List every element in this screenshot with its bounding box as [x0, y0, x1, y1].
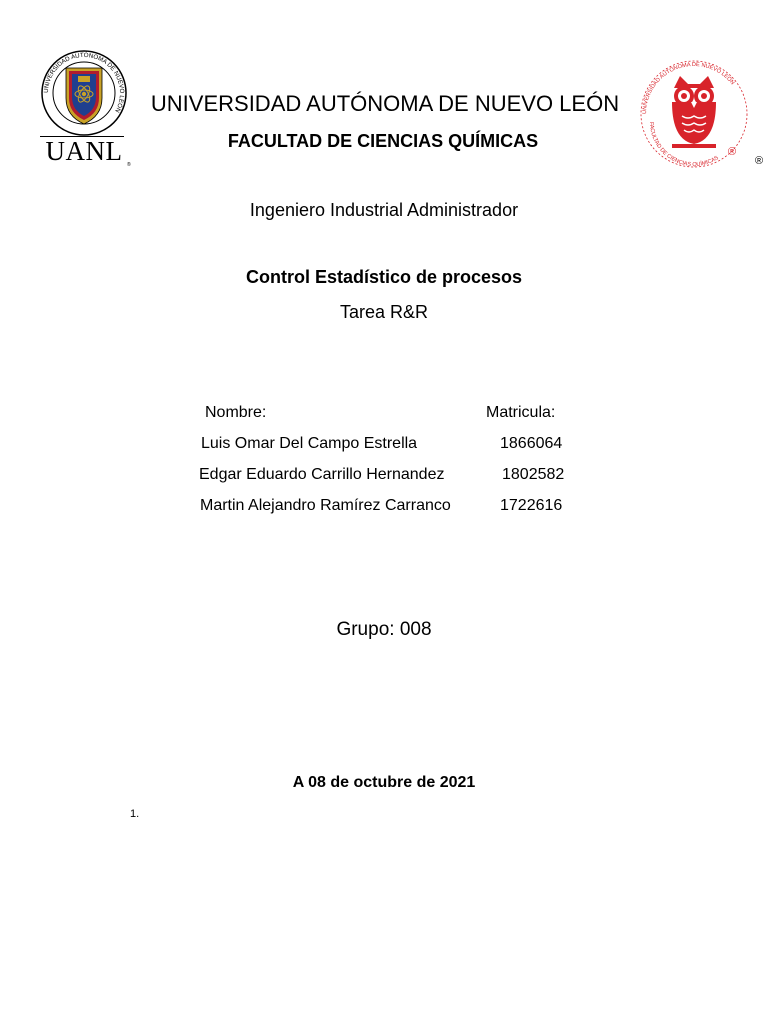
course-title: Control Estadístico de procesos	[245, 267, 523, 287]
uanl-wordmark: UANL	[45, 136, 123, 166]
faculty-title: FACULTAD DE CIENCIAS QUÍMICAS	[227, 131, 539, 151]
fcq-registered-mark: ®	[728, 146, 737, 158]
list-number: 1.	[130, 808, 140, 820]
uanl-logo	[38, 50, 138, 180]
fcq-ring-text-bottom: FACULTAD DE CIENCIAS QUÍMICAS	[647, 121, 720, 169]
name-header: Nombre:	[205, 404, 267, 421]
student-name: Martin Alejandro Ramírez Carranco	[200, 497, 451, 514]
program-name: Ingeniero Industrial Administrador	[249, 200, 519, 220]
fcq-registered-mark-2: ®	[755, 155, 764, 167]
fcq-logo	[638, 58, 766, 170]
uanl-ring-text: UNIVERSIDAD AUTÓNOMA DE NUEVO LEÓN	[42, 51, 126, 114]
student-name: Edgar Eduardo Carrillo Hernandez	[199, 466, 445, 483]
uanl-seal-icon	[38, 50, 130, 136]
student-id: 1802582	[502, 466, 565, 483]
group-label: Grupo: 008	[336, 619, 432, 640]
student-id: 1722616	[500, 497, 563, 514]
date-line: A 08 de octubre de 2021	[292, 774, 476, 791]
student-id: 1866064	[500, 435, 563, 452]
task-title: Tarea R&R	[339, 302, 429, 322]
fcq-ring-text-top: UNIVERSIDAD AUTÓNOMA DE NUEVO LEÓN	[641, 61, 736, 115]
uanl-registered-mark: ®	[127, 162, 131, 168]
id-header: Matricula:	[486, 404, 556, 421]
university-title: UNIVERSIDAD AUTÓNOMA DE NUEVO LEÓN	[150, 91, 620, 116]
owl-seal-icon	[638, 58, 766, 170]
student-name: Luis Omar Del Campo Estrella	[201, 435, 418, 452]
